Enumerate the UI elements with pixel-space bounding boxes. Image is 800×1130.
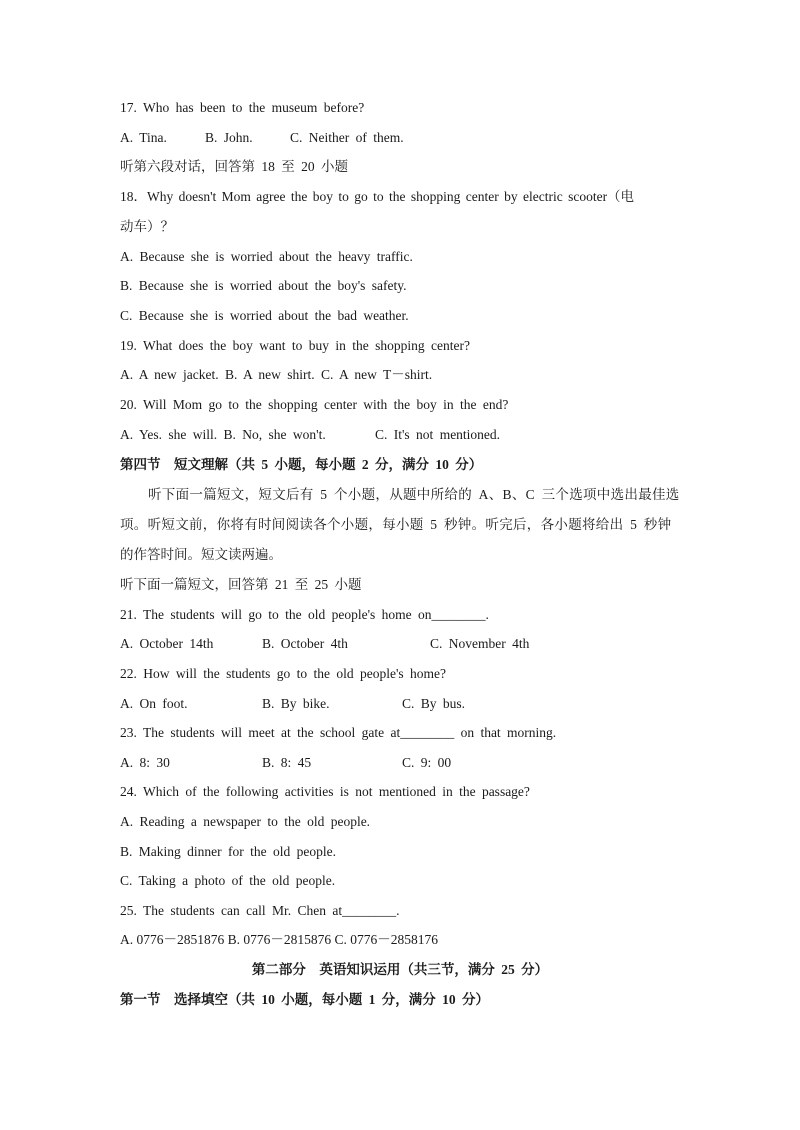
q21-option-a: A. October 14th [120,636,214,651]
q18-option-c: C. Because she is worried about the bad weather. [120,308,409,323]
section4-paragraph-line1: 听下面一篇短文，短文后有 5 个小题，从题中所给的 A、B、C 三个选项中选出最佳选 [148,487,680,502]
q18-stem-line2: 动车）？ [120,219,174,234]
q17-option-a: A. Tina. [120,130,167,145]
part2-section1-title: 第一节 选择填空（共 10 小题，每小题 1 分，满分 10 分） [120,992,489,1007]
q22-option-b: B. By bike. [262,696,330,711]
q21-option-b: B. October 4th [262,636,348,651]
q23-stem: 23. The students will meet at the school gate at________ on that morning. [120,725,557,740]
q18-option-b: B. Because she is worried about the boy's safety. [120,278,407,293]
q18-option-a: A. Because she is worried about the heavy traffic. [120,249,413,264]
q21-stem: 21. The students will go to the old people's home on________. [120,607,489,622]
q17-options [120,130,404,146]
section4-paragraph-line3: 的作答时间。短文读两遍。 [120,547,282,562]
q21-options [120,636,529,652]
section4-instruction: 听下面一篇短文，回答第 21 至 25 小题 [120,577,362,592]
q18-stem-line1: 18．Why doesn't Mom agree the boy to go to the shopping center by electric scooter（电 [120,189,635,204]
q17-stem: 17. Who has been to the museum before? [120,100,365,115]
q22-option-c: C. By bus. [402,696,466,711]
q24-option-a: A. Reading a newspaper to the old people. [120,814,371,829]
q25-stem: 25. The students can call Mr. Chen at________. [120,903,400,918]
q21-option-c: C. November 4th [430,636,530,651]
q22-options [120,696,465,712]
q23-option-c: C. 9: 00 [402,755,452,770]
q17-option-c: C. Neither of them. [290,130,404,145]
q20-options [120,427,500,443]
q24-option-c: C. Taking a photo of the old people. [120,873,336,888]
q23-options [120,755,451,771]
q23-option-a: A. 8: 30 [120,755,170,770]
q17-option-b: B. John. [205,130,253,145]
q20-option-ab: A. Yes. she will. B. No, she won't. [120,427,326,442]
q22-option-a: A. On foot. [120,696,188,711]
q24-option-b: B. Making dinner for the old people. [120,844,336,859]
q25-options: A. 0776－2851876 B. 0776－2815876 C. 0776－2858176 [120,932,439,947]
section4-title: 第四节 短文理解（共 5 小题，每小题 2 分，满分 10 分） [120,457,483,472]
dialogue6-instruction: 听第六段对话，回答第 18 至 20 小题 [120,159,348,174]
q24-stem: 24. Which of the following activities is not mentioned in the passage? [120,784,530,799]
q20-option-c: C. It's not mentioned. [375,427,501,442]
q19-stem: 19. What does the boy want to buy in the shopping center? [120,338,470,353]
section4-paragraph-line2: 项。听短文前，你将有时间阅读各个小题，每小题 5 秒钟。听完后，各小题将给出 5 秒钟 [120,517,672,532]
part2-title: 第二部分 英语知识运用（共三节，满分 25 分） [251,962,549,977]
q19-options: A. A new jacket. B. A new shirt. C. A new T－shirt. [120,367,433,382]
q23-option-b: B. 8: 45 [262,755,312,770]
q20-stem: 20. Will Mom go to the shopping center with the boy in the end? [120,397,509,412]
q22-stem: 22. How will the students go to the old people's home? [120,666,447,681]
